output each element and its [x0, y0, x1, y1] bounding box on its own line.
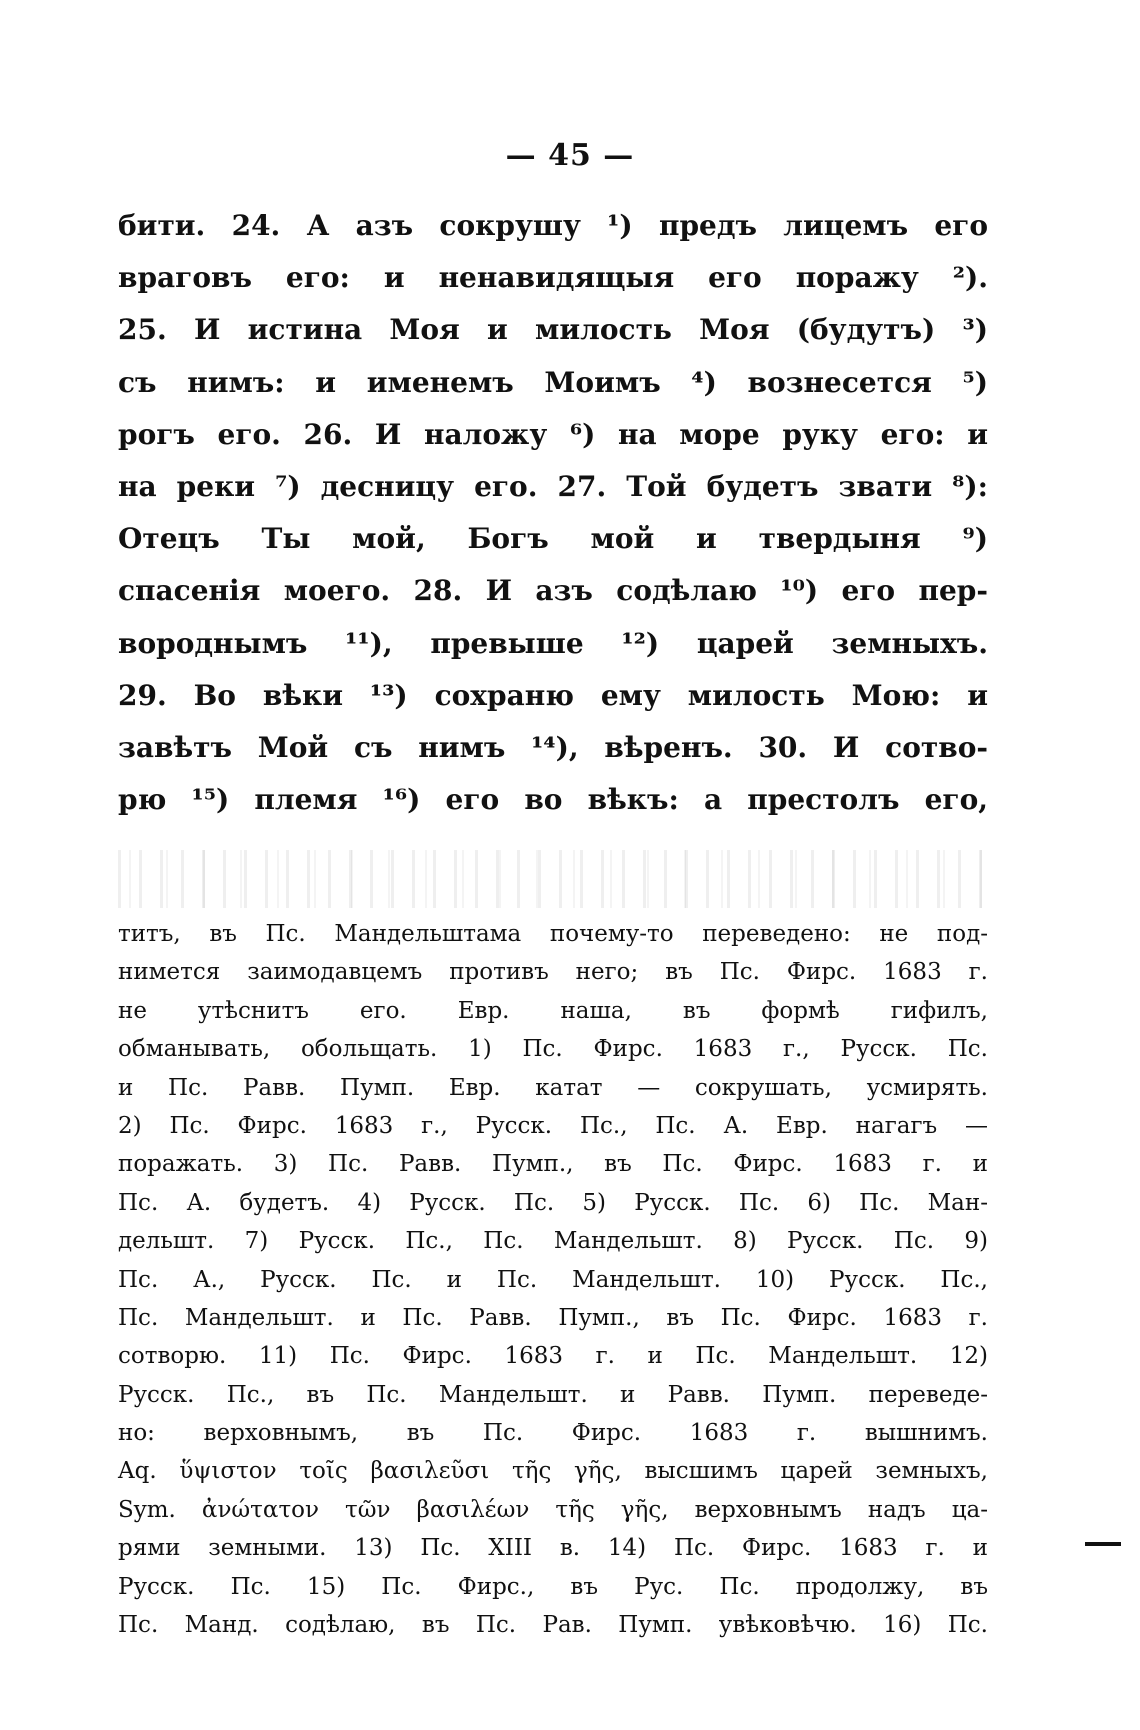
footnote-line: Пс. А., Русск. Пс. и Пс. Мандельшт. 10) Русск. Пс.,: [118, 1266, 988, 1293]
page-number: — 45 —: [505, 138, 635, 173]
footnote-line: нимется заимодавцемъ противъ него; въ Пс. Фирс. 1683 г.: [118, 959, 988, 986]
text-line: съ нимъ: и именемъ Моимъ ⁴) вознесется ⁵): [118, 365, 988, 399]
margin-dash-mark: [1085, 1542, 1121, 1546]
footnote-line: поражать. 3) Пс. Равв. Пумп., въ Пс. Фирс. 1683 г. и: [118, 1151, 988, 1178]
footnote-line: Sym. ἀνώτατον τῶν βασιλέων τῆς γῆς, верховнымъ надъ ца-: [118, 1496, 988, 1523]
footnote-line: и Пс. Равв. Пумп. Евр. катат — сокрушать, усмирять.: [118, 1074, 988, 1101]
footnote-line: Русск. Пс. 15) Пс. Фирс., въ Рус. Пс. продолжу, въ: [118, 1573, 988, 1600]
text-line: 29. Во вѣки ¹³) сохраню ему милость Мою: и: [118, 678, 988, 712]
footnote-line: Русск. Пс., въ Пс. Мандельшт. и Равв. Пумп. переведе-: [118, 1381, 988, 1408]
text-line: завѣтъ Мой съ нимъ ¹⁴), вѣренъ. 30. И сотво-: [118, 730, 988, 764]
footnote-line: рями земными. 13) Пс. XIII в. 14) Пс. Фирс. 1683 г. и: [118, 1535, 988, 1562]
illegible-smudged-line: [118, 850, 988, 908]
text-line: 25. И истина Моя и милость Моя (будутъ) ³): [118, 313, 988, 347]
text-line: Отецъ Ты мой, Богъ мой и твердыня ⁹): [118, 522, 988, 556]
footnotes: [118, 915, 988, 1644]
footnote-line: обманывать, обольщать. 1) Пс. Фирс. 1683 г., Русск. Пс.: [118, 1036, 988, 1063]
footnote-line: не утѣснитъ его. Евр. наша, въ формѣ гифилъ,: [118, 997, 988, 1024]
footnote-line: но: верховнымъ, въ Пс. Фирс. 1683 г. вышнимъ.: [118, 1420, 988, 1447]
footnote-line: Пс. Манд. содѣлаю, въ Пс. Рав. Пумп. увѣковѣчю. 16) Пс.: [118, 1612, 988, 1639]
text-line: бити. 24. А азъ сокрушу ¹) предъ лицемъ его: [118, 209, 988, 242]
footnote-line: Пс. Мандельшт. и Пс. Равв. Пумп., въ Пс. Фирс. 1683 г.: [118, 1304, 988, 1331]
church-slavonic-text: [118, 200, 988, 826]
footnote-line: титъ, въ Пс. Мандельштама почему-то переведено: не под-: [118, 921, 988, 947]
footnote-line: Aq. ὕψιστον τοῖς βασιλεῦσι τῆς γῆς, высшимъ царей земныхъ,: [118, 1458, 988, 1485]
text-line: на реки ⁷) десницу его. 27. Той будетъ звати ⁸):: [118, 469, 988, 503]
footnote-line: Пс. А. будетъ. 4) Русск. Пс. 5) Русск. Пс. 6) Пс. Ман-: [118, 1189, 988, 1216]
text-line: спасенія моего. 28. И азъ содѣлаю ¹⁰) его пер-: [118, 574, 988, 608]
text-line: вороднымъ ¹¹), превыше ¹²) царей земныхъ.: [118, 626, 988, 660]
text-line: рогъ его. 26. И наложу ⁶) на море руку его: и: [118, 417, 988, 451]
text-line: рю ¹⁵) племя ¹⁶) его во вѣкъ: а престолъ его,: [118, 783, 988, 817]
footnote-line: сотворю. 11) Пс. Фирс. 1683 г. и Пс. Мандельшт. 12): [118, 1343, 988, 1370]
footnote-line: 2) Пс. Фирс. 1683 г., Русск. Пс., Пс. А. Евр. нагагъ —: [118, 1112, 988, 1139]
footnote-line: дельшт. 7) Русск. Пс., Пс. Мандельшт. 8) Русск. Пс. 9): [118, 1228, 988, 1255]
text-line: враговъ его: и ненавидящыя его поражу ²).: [118, 261, 988, 295]
